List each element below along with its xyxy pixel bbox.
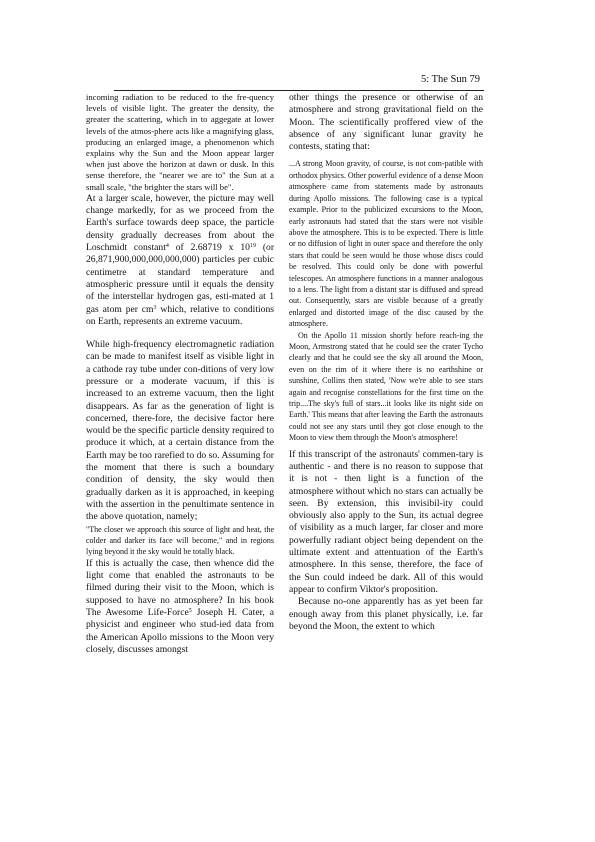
paragraph xyxy=(86,558,274,656)
text-run: incoming radiation to be reduced to the fre-quency levels of visible light. The greater the density, the greater the scattering, which in to aggegate at lower levels of the atmos-phere acts like a magnifying glass, producing an enlarged image, a phenomenon which explains why the Sun and the Moon appear larger when just above the horizon at dawn or dusk. In this sense therefore, the "nearer we are to" the Sun at a small scale, "the brighter the stars will be". xyxy=(86,92,274,192)
paragraph xyxy=(86,92,274,193)
text-run: At a larger scale, however, the picture may well change markedly, for as we proceed from the Earth's surface towards deep space, the particle density gradually decreases from about the Loschmidt constant xyxy=(86,192,274,254)
footnote-ref: 5 xyxy=(188,607,192,614)
block-quote xyxy=(289,330,483,444)
left-column xyxy=(86,92,274,656)
paragraph xyxy=(86,339,274,523)
text-run: ...A strong Moon gravity, of course, is not com-patible with orthodox physics. Other powerful evidence of a dense Moon atmosphere came from statements made by astronauts during Apollo missions. The following case is a typical example. Prior to the publicized excursions to the Moon, early astronauts had stated that the stars were not visible above the atmosphere. This is to be expected. There is little or no diffusion of light in outer space and therefore the only stars that could be seen would be those whose discs could be resolved. This could only be done with powerful telescopes. An atmosphere functions in a manner analogous to a lens. The light from a distant star is diffused and spread out. Consequently, stars are visible because of a greatly enlarged and distorted image of the disc caused by the atmosphere. xyxy=(289,159,483,329)
block-quote xyxy=(289,158,483,329)
text-run: "The closer we approach this source of light and heat, the colder and darker its face will become," and in regions lying beyond it the sky would be totally black. xyxy=(86,524,274,557)
text-run: If this is actually the case, then whence did the light come that enabled the astronauts to be filmed during their visit to the Moon, which is supposed to have no atmosphere? In his book The Awesome Life-Force xyxy=(86,557,274,618)
footnote-ref: 3 xyxy=(153,304,157,311)
header-text: 5: The Sun 79 xyxy=(420,74,480,85)
paragraph xyxy=(289,449,483,597)
text-run: On the Apollo 11 mission shortly before reach-ing the Moon, Armstrong stated that he could see the crater Tycho clearly and that he could see the sky all around the Moon, even on the rim of it where there is no earthshine or sunshine, Collins then stated, 'Now we're able to see stars again and recognise constellations for the first time on the trip....The sky's full of stars...it looks like its night side on Earth.' This means that after leaving the Earth the astronauts could not see any stars until they got close enough to the Moon to view them through the Moon's atmosphere! xyxy=(289,330,483,443)
paragraph xyxy=(289,596,483,633)
text-run: of 2.68719 x 10 xyxy=(168,242,250,254)
paragraph xyxy=(86,193,274,328)
text-run: which, relative to conditions on Earth, represents an extreme vacuum. xyxy=(86,303,275,327)
paragraph xyxy=(289,92,483,153)
text-run: (or 26,871,900,000,000,000,000) particles per cubic centimetre at standard temperature and atmospheric pressure until it equals the density of the interstellar hydrogen gas, esti-mated at 1 gas atom per cm xyxy=(86,242,275,315)
footnote-ref: 4 xyxy=(165,243,169,250)
right-column xyxy=(289,92,483,633)
text-run: If this transcript of the astronauts' commen-tary is authentic - and there is no reason to suppose that it is not - then light is a function of the atmosphere without which no stars can actually be seen. By extension, this invisibil-ity could obviously also apply to the Sun, its actual degree of visibility as a much larger, far closer and more powerfully radiant object being dependent on the ultimate extent and attentuation of the Earth's atmosphere. In this sense, therefore, the face of the Sun could indeed be dark. All of this would appear to confirm Viktor's proposition. xyxy=(289,448,483,595)
footnote-ref: 19 xyxy=(249,243,256,250)
running-header xyxy=(114,74,484,91)
text-run: other things the presence or otherwise of an atmosphere and strong gravitational field on the Moon. The scientifically proffered view of the absence of any significant lunar gravity he contests, stating that: xyxy=(289,92,483,153)
text-run: Joseph H. Cater, a physicist and engineer who stud-ied data from the American Apollo missions to the Moon very closely, discusses amongst xyxy=(86,606,274,655)
quoted-sentence xyxy=(86,524,274,558)
text-run: Because no-one apparently has as yet been far enough away from this planet physically, i.e. far beyond the Moon, the extent to which xyxy=(289,596,483,632)
text-run: While high-frequency electromagnetic radiation can be made to manifest itself as visible light in a cathode ray tube under con-ditions of very low pressure or a moderate vacuum, if this is increased to an extreme vacuum, then the light disappears. As far as the generation of light is concerned, there-fore, the decisive factor here would be the specific particle density required to produce it which, at a certain distance from the Earth may be too rarefied to do so. Assuming for the moment that there is such a boundary condition of density, the sky would then gradually darken as it is approached, in keeping with the assertion in the penultimate sentence in the above quotation, namely; xyxy=(86,339,274,523)
